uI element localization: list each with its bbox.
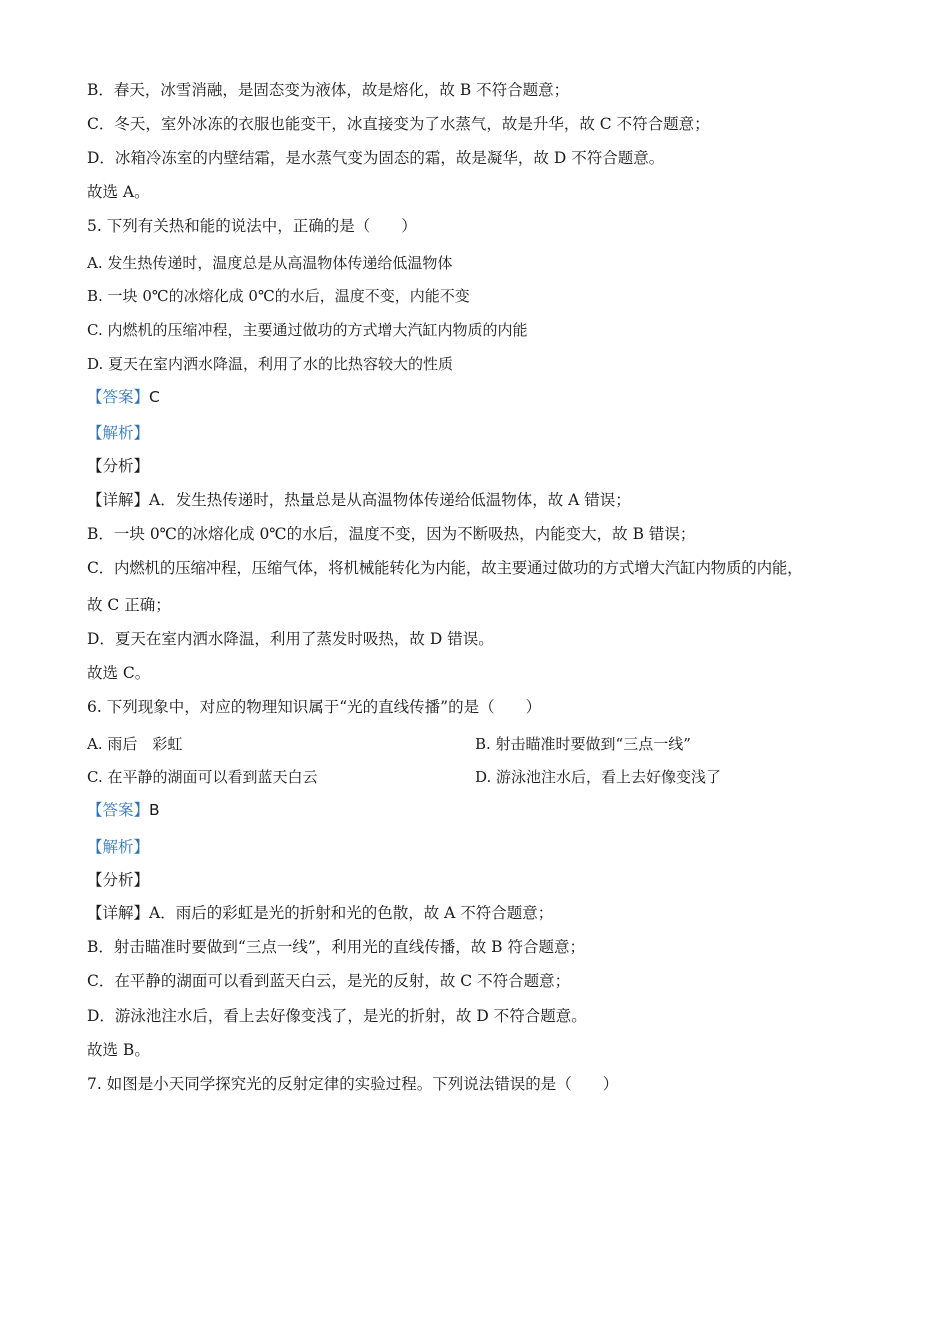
question-5-option-b: B. 一块 0℃的冰熔化成 0℃的水后，温度不变，内能不变: [87, 287, 470, 305]
answer-tag: 【答案】: [87, 801, 150, 819]
question-5-stem: 5. 下列有关热和能的说法中，正确的是（ ）: [87, 217, 417, 235]
question-5-option-d: D. 夏天在室内洒水降温，利用了水的比热容较大的性质: [87, 355, 454, 373]
detail-line-b: B．射击瞄准时要做到“三点一线”，利用光的直线传播，故 B 符合题意；: [87, 938, 585, 956]
answer-row: [87, 800, 160, 820]
detail-tag: 【详解】: [87, 904, 150, 922]
question-6-option-b: B. 射击瞄准时要做到“三点一线”: [475, 735, 691, 753]
detail-line-d: D．游泳池注水后，看上去好像变浅了，是光的折射，故 D 不符合题意。: [87, 1007, 587, 1025]
detail-tag: 【详解】: [87, 491, 150, 509]
question-5-option-a: A. 发生热传递时，温度总是从高温物体传递给低温物体: [87, 254, 453, 272]
detail-text: A．雨后的彩虹是光的折射和光的色散，故 A 不符合题意；: [149, 904, 554, 922]
question-7-stem: 7. 如图是小天同学探究光的反射定律的实验过程。下列说法错误的是（ ）: [87, 1075, 619, 1093]
fenxi-tag: 【分析】: [87, 457, 150, 475]
detail-line-b: B．一块 0℃的冰熔化成 0℃的水后，温度不变，因为不断吸热，内能变大，故 B 错误；: [87, 525, 696, 543]
conclusion-line: 故选 B。: [87, 1041, 150, 1059]
text-line: D．冰箱冷冻室的内壁结霜，是水蒸气变为固态的霜，故是凝华，故 D 不符合题意。: [87, 149, 665, 167]
question-6-option-a: A. 雨后 彩虹: [87, 735, 183, 753]
answer-row: [87, 387, 160, 407]
detail-text: A．发生热传递时，热量总是从高温物体传递给低温物体，故 A 错误；: [149, 491, 631, 509]
fenxi-tag: 【分析】: [87, 871, 150, 889]
detail-line-d: D．夏天在室内洒水降温，利用了蒸发时吸热，故 D 错误。: [87, 630, 494, 648]
answer-value: C: [149, 388, 160, 406]
question-6-stem: 6. 下列现象中，对应的物理知识属于“光的直线传播”的是（ ）: [87, 698, 542, 716]
text-line: C．冬天，室外冰冻的衣服也能变干，冰直接变为了水蒸气，故是升华，故 C 不符合题意；: [87, 115, 710, 133]
detail-row: [87, 490, 631, 510]
conclusion-line: 故选 C。: [87, 664, 151, 682]
question-6-option-c: C. 在平静的湖面可以看到蓝天白云: [87, 768, 318, 786]
analysis-tag: 【解析】: [87, 424, 150, 442]
answer-value: B: [149, 801, 160, 819]
detail-line-c: C．内燃机的压缩冲程，压缩气体，将机械能转化为内能，故主要通过做功的方式增大汽缸内物质的内能，: [87, 559, 803, 577]
detail-row: [87, 903, 553, 923]
detail-line-c: C．在平静的湖面可以看到蓝天白云，是光的反射，故 C 不符合题意；: [87, 972, 571, 990]
question-6-option-d: D. 游泳池注水后，看上去好像变浅了: [475, 768, 722, 786]
text-line: B．春天，冰雪消融，是固态变为液体，故是熔化，故 B 不符合题意；: [87, 81, 570, 99]
conclusion-line: 故选 A。: [87, 183, 150, 201]
detail-line-c-cont: 故 C 正确；: [87, 596, 171, 614]
analysis-tag: 【解析】: [87, 838, 150, 856]
question-5-option-c: C. 内燃机的压缩冲程，主要通过做功的方式增大汽缸内物质的内能: [87, 321, 528, 339]
answer-tag: 【答案】: [87, 388, 150, 406]
